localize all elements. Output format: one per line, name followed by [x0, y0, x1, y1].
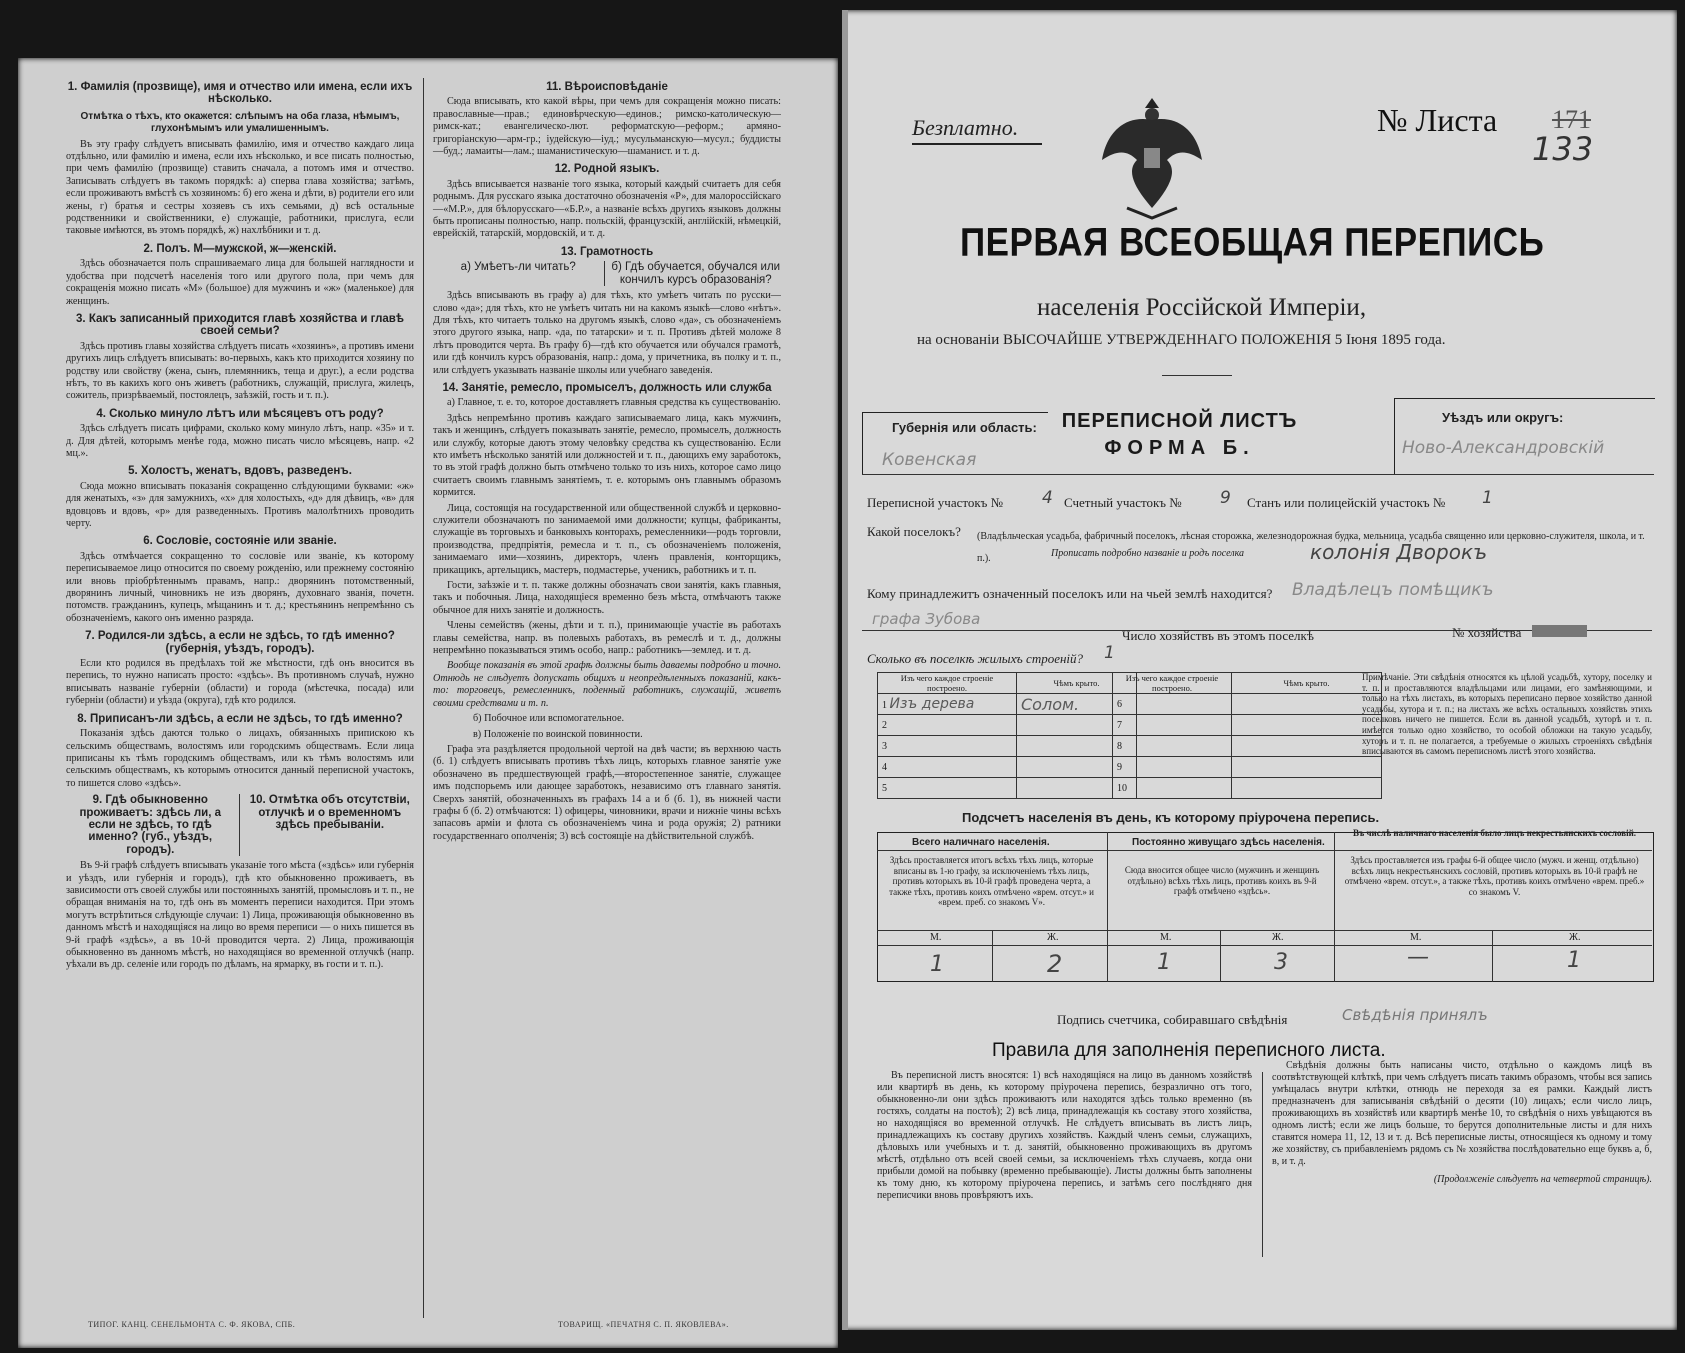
poselok-instruction: Прописать подробно названіе и родъ поселка	[1047, 548, 1244, 559]
row-number: 2	[878, 715, 1017, 736]
row-number: 6	[1113, 694, 1232, 715]
owner-value: Владѣлецъ помѣщикъ	[1292, 580, 1494, 600]
rules-column-1	[877, 1070, 1252, 1204]
section-13-title: 13. Грамотность	[560, 245, 654, 258]
podschet-title: Подсчетъ населенія въ день, къ которому пріурочена перепись.	[962, 810, 1380, 825]
stats-values-line	[877, 945, 1652, 946]
stats-value-nonpeasant-m: —	[1407, 945, 1429, 970]
section-11-text: Сюда вписывать, кто какой вѣры, при чемъ для сокращенія можно писать: православные—прав.; единовѣрческую—единов.; римско-католическую—римск-кат.; евангелическо-лют. реформатскую—реформ.; армяно-григоріанскую—арм-гр.; іудейскую—іуд.; мусульманскую—мусул.; буддисты—буд.; ламаиты—лам.; шаманистическую—шаманист. и т. д.	[433, 96, 781, 158]
section-7-title: 7. Родился-ли здѣсь, а если не здѣсь, то гдѣ именно? (губернія, уѣздъ, городъ).	[85, 630, 395, 655]
section-12-text: Здѣсь вписывается названіе того языка, который каждый считаетъ для себя роднымъ. Для русскаго языка достаточно обозначенія «Р», для малороссійскаго—«М.Р.», для бѣлорусскаго—«Б.Р.», а названіе всѣхъ другихъ языковъ должны быть прописаны полностью, напр. польскій, французскій, англійскій, нѣмецкій, еврейскій, татарскій, мордовскій, и т. д.	[433, 178, 781, 240]
section-1-subtitle: Отмѣтка о тѣхъ, кто окажется: слѣпымъ на оба глаза, нѣмымъ, глухонѣмымъ или умалишеннымъ.	[80, 110, 400, 135]
buildings-table-2	[1112, 672, 1382, 799]
title-divider	[1162, 375, 1232, 376]
section-14-text-1: Здѣсь непремѣнно противъ каждаго записываемаго лица, какъ мужчинъ, такъ и женщинъ, слѣдуетъ показывать занятіе, ремесло, промыселъ, должность или службу, которые даютъ этому человѣку средства къ существованію. Если кто имѣетъ нѣсколько занятій или должностей и т. п., дающихъ ему заработокъ, то въ этой графѣ должно быть отмѣчено только то изъ нихъ, которое само лицо считаетъ своимъ главнымъ занятіемъ, т. е. которымъ онъ главнымъ образомъ кормится.	[433, 412, 781, 499]
stats-col3-split	[1492, 930, 1493, 982]
form-title-1: ПЕРЕПИСНОЙ ЛИСТЪ	[1061, 410, 1298, 432]
stats-col3-head: Въ числѣ наличнаго населенія было лицъ некрестьянскихъ сословій.	[1352, 828, 1637, 838]
stats-header-line	[877, 850, 1652, 851]
left-footer-1: ТИПОГ. КАНЦ. СЕНЕЛЬМОНТА С. Ф. ЯКОВА, СПБ.	[88, 1320, 296, 1329]
table-row	[1113, 778, 1382, 799]
stats-mzh-line	[877, 930, 1652, 931]
free-label: Безплатно.	[912, 115, 1019, 140]
header-bottom-line	[862, 474, 1654, 475]
perepis-uchastok-label: Переписной участокъ №	[867, 495, 1004, 510]
section-4-text: Здѣсь слѣдуетъ писать цифрами, сколько кому минуло лѣтъ, напр. «35» и т. д. Для дѣтей, которымъ менѣе года, можно писать число мѣсяцевъ, напр. «2 мц.».	[66, 423, 414, 459]
section-10-title: 10. Отмѣтка объ отсутствіи, отлучкѣ и о временномъ здѣсь пребываніи.	[249, 794, 410, 831]
gubernia-value: Ковенская	[882, 450, 977, 470]
section-6-title: 6. Сословіе, состояніе или званіе.	[143, 535, 337, 548]
table1-header-material: Изъ чего каждое строеніе построено.	[878, 673, 1017, 694]
hoz-number-label: № хозяйства	[1452, 625, 1522, 640]
stats-m-2: М.	[1160, 932, 1172, 943]
row-number: 3	[878, 736, 1017, 757]
table2-header-material: Изъ чего каждое строеніе построено.	[1113, 673, 1232, 694]
schet-uchastok-label: Счетный участокъ №	[1064, 495, 1182, 510]
section-14-text-4: Члены семействъ (жены, дѣти и т. п.), принимающіе участіе въ работахъ главы семейства, напр. въ полевыхъ работахъ, въ ремеслѣ и т. д., должны непремѣнно показываться этимъ особо, напр.: работникъ—землед. и т. д.	[433, 620, 781, 657]
hoz-number-redacted	[1532, 625, 1587, 637]
buildings-table-1	[877, 672, 1137, 799]
row-number: 10	[1113, 778, 1232, 799]
sheet-number-label: № Листа	[1377, 102, 1498, 138]
form-title	[1047, 410, 1312, 460]
stats-value-perm-zh: 3	[1274, 950, 1288, 975]
section-1-text: Въ эту графу слѣдуетъ вписывать фамилію, имя и отчество каждаго лица отдѣльно, или фамилію и имена, если ихъ нѣсколько, и все писать полностью, при чемъ фамилію (прозвище) ставить сначала, а потомъ имя и отчество. Записывать слѣдуетъ въ такомъ порядкѣ: а) сперва глава хозяйства; затѣмъ, если проживаютъ вмѣстѣ съ хозяиномъ: б) его жена и дѣти, в) родители его или жены, г) братья и сестры хозяевъ съ ихъ семьями, д) всѣ остальные родственники и свойственники, е) служащіе, работники, прислуга, если таковые имѣются, въ этомъ порядкѣ, ж) нахлѣбники и т. д.	[66, 138, 414, 237]
table-row	[1113, 715, 1382, 736]
free-underline	[912, 143, 1042, 145]
stats-zh-2: Ж.	[1272, 932, 1284, 943]
section-13-text: Здѣсь вписывають въ графу а) для тѣхъ, кто умѣетъ читать по русски—слово «да»; для тѣхъ, кто не умѣетъ читать ни на какомъ языкѣ—слово «нѣтъ». Для тѣхъ, кто читаетъ только на другомъ языкѣ, слово «да», съ обозначеніемъ этого другого языка, напр. «да, по татарски» и т. п. Противъ дѣтей моложе 8 лѣтъ проводится черта. Въ графу б)—гдѣ кто обучается или обучался грамотѣ, или гдѣ кончилъ курсъ образованія, напр.: дома, у причетника, въ полку и т. п., или слѣдуетъ указывать названіе школы или учебнаго заведенія.	[433, 290, 781, 376]
section-14-text-2: Лица, состоящія на государственной или общественной службѣ и церковно-служители обозначаютъ по занимаемой ими должности; купцы, фабриканты, служащіе въ торговыхъ и банковыхъ конторахъ, ремесленники—родъ торговли, производства, предпріятія, ремесла и т. п., съ обозначеніемъ положенія, занимаемаго ими—хозяинъ, директоръ, членъ правленія, конторщикъ, прикащикъ, артельщикъ, мастеръ, подмастерье, ученикъ, работникъ и т. п.	[433, 502, 781, 576]
stats-zh-1: Ж.	[1047, 932, 1059, 943]
stats-value-total-m: 1	[930, 952, 944, 977]
stats-divider-2	[1334, 832, 1335, 982]
stats-col1-text: Здѣсь проставляется итогъ всѣхъ тѣхъ лицъ, которые вписаны въ 1-ю графу, за исключеніемъ тѣхъ лицъ, противъ которыхъ въ 10-й графѣ проведена черта, а также тѣхъ, противъ коихъ отмѣчено «врем. отсут.» и «врем. преб. со знакомъ V».	[889, 855, 1094, 907]
section-3-title: 3. Какъ записанный приходится главѣ хозяйства и главѣ своей семьи?	[76, 312, 404, 338]
section-14-italic: Вообще показанія въ этой графѣ должны быть даваемы подробно и точно. Отнюдь не слѣдуетъ допускать общихъ и неопредѣленныхъ показаній, какъ-то: торговецъ, ремесленникъ, поденный работникъ, служащій, живетъ своими средствами и т. п.	[433, 660, 781, 709]
rules-text-2: Свѣдѣнія должны быть написаны чисто, отдѣльно о каждомъ лицѣ въ соотвѣтствующей клѣткѣ, при чемъ слѣдуетъ писать такимъ образомъ, чтобы вся запись умѣщалась внутри клѣтки, отнюдь не переходя за ея рамки. Каждый листъ предназначенъ для записыванія свѣдѣній о десяти (10) лицахъ; если число лицъ, проживающихъ въ хозяйствѣ или квартирѣ менѣе 10, то свѣдѣнія о нихъ увѣщаются въ одномъ листѣ; если же лицъ больше, то берутся дополнительные листы и для нихъ ставятся номера 11, 12, 13 и т. д. Всѣ переписные листы, относящіеся къ одному и тому же хозяйству, съ прибавленіемъ рядомъ съ № хозяйства послѣдовательно еще буквъ а, б, в, и т. д.	[1272, 1060, 1652, 1167]
section-3-text: Здѣсь противъ главы хозяйства слѣдуетъ писать «хозяинъ», а противъ имени другихъ лицъ слѣдуетъ вписывать: во-первыхъ, какъ кто приходится хозяину по родству или свойству (жена, сынъ, племянникъ, теща и друг.), а если родства нѣтъ, то въ какихъ кого онъ живетъ (работникъ, служащій, прислуга, жилецъ, сожитель, призрѣваемый, постоялецъ, заѣзжій, гость и т. п.).	[66, 340, 414, 402]
right-page	[842, 10, 1677, 1330]
hoz-count-label: Число хозяйствъ въ этомъ поселкѣ	[1122, 628, 1314, 643]
row-number: 1	[882, 700, 887, 711]
stats-col3-text: Здѣсь проставляется изъ графы 6-й общее число (мужч. и женщ. отдѣльно) всѣхъ лицъ некрестьянскихъ сословій, противъ которыхъ въ 10-й графѣ не отмѣчено «врем. отсут.», а также тѣхъ, противъ коихъ отмѣчено «врем. преб.» со знакомъ V.	[1344, 855, 1645, 897]
row-number: 9	[1113, 757, 1232, 778]
stats-zh-3: Ж.	[1569, 932, 1581, 943]
stats-col1-split	[992, 930, 993, 982]
sheet-number-printed: 171	[1552, 105, 1591, 134]
section-7-text: Если кто родился въ предѣлахъ той же мѣстности, гдѣ онъ вносится въ перепись, то нужно написать просто: «здѣсь». Въ противномъ случаѣ, нужно вписывать названіе губерніи (области) и города (мѣстечка, посада) или губерніи (области) и уѣзда (округа), гдѣ кто родился.	[66, 658, 414, 707]
stan-value: 1	[1482, 488, 1493, 508]
table1-header-roof: Чѣмъ крыто.	[1017, 673, 1137, 694]
table-row	[1113, 757, 1382, 778]
section-8-title: 8. Приписанъ-ли здѣсь, а если не здѣсь, то гдѣ именно?	[77, 712, 403, 725]
row-roof: Солом.	[1017, 694, 1137, 715]
table-row	[1113, 694, 1382, 715]
row-material: Изъ дерева	[889, 696, 975, 712]
subtitle-empire: населенія Россійской Имперіи,	[1037, 294, 1367, 321]
section-4-title: 4. Сколько минуло лѣтъ или мѣсяцевъ отъ роду?	[96, 407, 384, 420]
schet-uchastok-value: 9	[1220, 488, 1231, 508]
sheet-number-handwritten: 133	[1532, 130, 1594, 168]
stats-col2-text: Сюда вносится общее число (мужчинъ и женщинъ отдѣльно) всѣхъ тѣхъ лицъ, противъ коихъ въ 9-й графѣ отмѣчено «здѣсь».	[1124, 865, 1320, 896]
signature-value: Свѣдѣнія принялъ	[1342, 1006, 1488, 1024]
form-title-2: ФОРМА Б.	[1104, 437, 1255, 459]
rules-title: Правила для заполненія переписного листа.	[992, 1040, 1386, 1061]
perepis-uchastok-value: 4	[1042, 488, 1053, 508]
rules-column-2	[1272, 1060, 1652, 1188]
row-number: 5	[878, 778, 1017, 799]
section-1-title: 1. Фамилія (прозвище), имя и отчество или имена, если ихъ нѣсколько.	[67, 81, 413, 106]
owner-label: Кому принадлежитъ означенный поселокъ или на чьей землѣ находится?	[867, 586, 1273, 601]
section-2-text: Здѣсь обозначается полъ спрашиваемаго лица для большей наглядности и удобства при подсчетѣ населенія того или другого пола, при чемъ для сокращенія можно писать «М» (большое) для мужчинъ и «ж» (маленькое) для женщинъ.	[66, 258, 414, 307]
row-number: 4	[878, 757, 1017, 778]
buildings-label: Сколько въ поселкѣ жилыхъ строеній?	[867, 651, 1084, 666]
left-footer-2: ТОВАРИЩ. «ПЕЧАТНЯ С. П. ЯКОВЛЕВА».	[558, 1320, 729, 1329]
table-row	[878, 757, 1137, 778]
section-14b2: в) Положеніе по воинской повинности.	[473, 728, 643, 740]
section-13b: б) Гдѣ обучается, обучался или кончилъ курсъ образованія?	[611, 261, 781, 286]
section-6-text: Здѣсь отмѣчается сокращенно то сословіе или званіе, къ которому переписываемое лицо относится по своему рожденію, или прежнему состоянію или вновь пріобрѣтеннымъ правамъ, напр.: дворянинъ потомственный, дворянинъ личный, чиновникъ не изъ дворянъ, духовнаго званія, почетн. потомств. гражданинъ, купецъ, мѣщанинъ и т. д.; крестьянинъ непремѣнно съ обозначеніемъ, какого онъ именно разряда.	[66, 550, 414, 624]
owner-value-2: графа Зубова	[872, 610, 981, 628]
table-row	[878, 715, 1137, 736]
section-12-title: 12. Родной языкъ.	[554, 163, 660, 176]
table-row	[878, 694, 1137, 715]
section-14b1: б) Побочное или вспомогательное.	[473, 713, 625, 725]
stats-value-total-zh: 2	[1047, 950, 1063, 978]
stats-value-perm-m: 1	[1157, 950, 1171, 975]
section-11-title: 11. Вѣроисповѣданіе	[546, 81, 668, 93]
row-number: 8	[1113, 736, 1232, 757]
poselok-value: колонія Дворокъ	[1310, 540, 1488, 564]
stats-col2-split	[1220, 930, 1221, 982]
table2-header-roof: Чѣмъ крыто.	[1232, 673, 1382, 694]
section-9-title: 9. Гдѣ обыкновенно проживаетъ: здѣсь ли, а если не здѣсь, то гдѣ именно? (губ., уѣздъ, городъ).	[66, 794, 240, 856]
section-13a: а) Умѣетъ-ли читать?	[433, 261, 605, 286]
poselok-description: (Владѣльческая усадьба, фабричный поселокъ, лѣсная сторожка, железнодорожная будка, мельница, усадьба священно или церковно-служителя, школа, и т. п.).	[977, 531, 1645, 564]
stats-m-1: М.	[930, 932, 942, 943]
subtitle-decree: на основаніи ВЫСОЧАЙШЕ УТВЕРЖДЕННАГО ПОЛОЖЕНІЯ 5 Іюня 1895 года.	[917, 332, 1446, 348]
stats-value-nonpeasant-zh: 1	[1567, 948, 1581, 973]
table-row	[878, 736, 1137, 757]
imperial-eagle-icon	[1097, 90, 1207, 220]
poselok-label: Какой поселокъ?	[867, 524, 961, 539]
stats-col2-head: Постоянно живущаго здѣсь населенія.	[1132, 837, 1325, 848]
left-page	[18, 58, 838, 1348]
section-8-text: Показанія здѣсь даются только о лицахъ, обязанныхъ припискою къ сельскимъ обществамъ, волостямъ или городскимъ обществамъ. Если лица приписаны къ тѣмъ городскимъ обществамъ, или къ тѣмъ волостямъ или сельскимъ обществамъ, къ которымъ относится данный переписной участокъ, то пишется слово «здѣсь».	[66, 728, 414, 789]
section-5-title: 5. Холостъ, женатъ, вдовъ, разведенъ.	[128, 465, 352, 478]
section-14-text-5: Графа эта раздѣляется продольной чертой на двѣ части; въ верхнюю часть (б. 1) слѣдуетъ вписывать противъ тѣхъ лицъ, которыхъ главное занятіе уже обозначено въ предшествующей графѣ,—второстепенное занятіе, служащее имъ подспорьемъ или дающее заработокъ, независимо отъ главнаго занятія. Сверхъ занятій, обозначенныхъ въ графахъ 14 а и б (б. 1), въ нижней части графы б (б. 2) отмѣчаются: 1) офицеры, чиновники, врачи и нижніе чины всѣхъ запасовъ арміи и флота съ обозначеніемъ чина и рода оружія; 2) ратники государственнаго ополченія; 3) всѣ состоящіе на дѣйствительной службѣ.	[433, 743, 781, 842]
signature-label: Подпись счетчика, собиравшаго свѣдѣнія	[1057, 1012, 1288, 1027]
left-column-1	[66, 76, 414, 975]
rules-divider	[1262, 1072, 1263, 1257]
stats-divider-1	[1107, 832, 1108, 982]
section-14a: а) Главное, т. е. то, которое доставляетъ главныя средства къ существованію.	[447, 397, 781, 409]
gubernia-label: Губернія или область:	[892, 420, 1037, 435]
table-row	[878, 778, 1137, 799]
uezd-value: Ново-Александровскій	[1402, 438, 1605, 458]
section-9-text: Въ 9-й графѣ слѣдуетъ вписывать указаніе того мѣста («здѣсь» или губернія и уѣздъ, или губернія и городъ), гдѣ кто обыкновенно проживаетъ, въ зависимости отъ своей службы или постоянныхъ занятій, промысловъ и т. п., не обращая вниманія на то, гдѣ онъ въ моментъ переписи находится. При этомъ могутъ встрѣтиться слѣдующіе случаи: 1) Лица, проживающія обыкновенно въ данномъ мѣстѣ и находящіяся на лицо во время переписи — о нихъ пишется въ 9-й графѣ «здѣсь», а въ 10-й проводится черта. 2) Лица, проживающія обыкновенно въ данномъ мѣстѣ, но находящіяся во временной отлучкѣ (напр. уѣхали въ др. селеніе или городъ по дѣламъ, на ярмарку, въ гости и т. п.).	[66, 860, 415, 971]
section-2-title: 2. Полъ. М—мужской, ж—женскій.	[143, 242, 337, 255]
rules-text-1: Въ переписной листъ вносятся: 1) всѣ находящіяся на лицо въ данномъ хозяйствѣ или квартирѣ въ день, къ которому пріурочена перепись, безразлично отъ того, обыкновенно-ли они здѣсь проживаютъ или находятся здѣсь только временно (въ гостяхъ, солдаты на постоѣ); 2) всѣ лица, принадлежащія къ составу этого хозяйства, но находящіяся во временной отлучкѣ. Не слѣдуетъ вписывать въ листъ лицъ, принадлежащихъ къ составу другихъ хозяйствъ. Каждый членъ семьи, служащихъ, дѣловыхъ или учебныхъ и т. д. занятій, обыкновенно проживающихъ въ другомъ мѣстѣ, отдѣльно отъ всей своей семьи, за исключеніемъ тѣхъ случаевъ, когда они прибыли домой на побывку (временно пребывающіе). Листы должны быть заполнены къ тому дню, къ которому пріурочена перепись, и затѣмъ сего послѣдняго дня переписчики вновь провѣряютъ ихъ.	[877, 1070, 1252, 1201]
section-14-title: 14. Занятіе, ремесло, промыселъ, должность или служба	[442, 381, 772, 394]
section-5-text: Сюда можно вписывать показанія сокращенно слѣдующими буквами: «ж» для женатыхъ, «з» для замужнихъ, «х» для холостыхъ, «д» для дѣвицъ, «в» для вдовцовъ и вдовъ, «р» для разведенныхъ. Противъ малолѣтнихъ проводить черту.	[66, 480, 414, 529]
section-14-text-3: Гости, заѣзжіе и т. п. также должны обозначать свои занятія, какъ главныя, такъ и побочныя. Лица, находящіеся временно безъ мѣста, отмѣчаютъ также обычное для нихъ занятіе и должность.	[433, 580, 781, 616]
stan-label: Станъ или полицейскій участокъ №	[1247, 495, 1446, 510]
page-edge	[842, 10, 848, 1330]
row-number: 7	[1113, 715, 1232, 736]
column-divider	[423, 78, 424, 1318]
buildings-note: Примѣчаніе. Эти свѣдѣнія относятся къ цѣлой усадьбѣ, хутору, поселку и т. п. и проставляются владѣльцами или лицами, его замѣняющими, и только на тѣхъ листахъ, въ которыхъ переписано первое хозяйство данной усадьбы, хутора и т. п.; на листахъ же всѣхъ остальныхъ хозяйствъ этихъ поселковъ ничего не пишется. Если въ данной усадьбѣ, хуторѣ и т. п. имѣется только одно хозяйство, то особой обложки на такую усадьбу, хуторъ и т. п. не полагается, а требуемые о жилыхъ строеніяхъ свѣдѣнія вписываются въ самомъ переписномъ листѣ этого хозяйства.	[1362, 672, 1652, 757]
stats-col1-head: Всего наличнаго населенія.	[912, 837, 1050, 848]
table-row	[1113, 736, 1382, 757]
left-column-2	[433, 76, 781, 846]
uezd-label: Уѣздъ или округъ:	[1442, 410, 1564, 425]
stats-m-3: М.	[1410, 932, 1422, 943]
rules-continuation: (Продолженіе слѣдуетъ на четвертой страницѣ).	[1433, 1174, 1652, 1185]
page-title: ПЕРВАЯ ВСЕОБЩАЯ ПЕРЕПИСЬ	[960, 220, 1545, 265]
buildings-value: 1	[1104, 643, 1115, 663]
